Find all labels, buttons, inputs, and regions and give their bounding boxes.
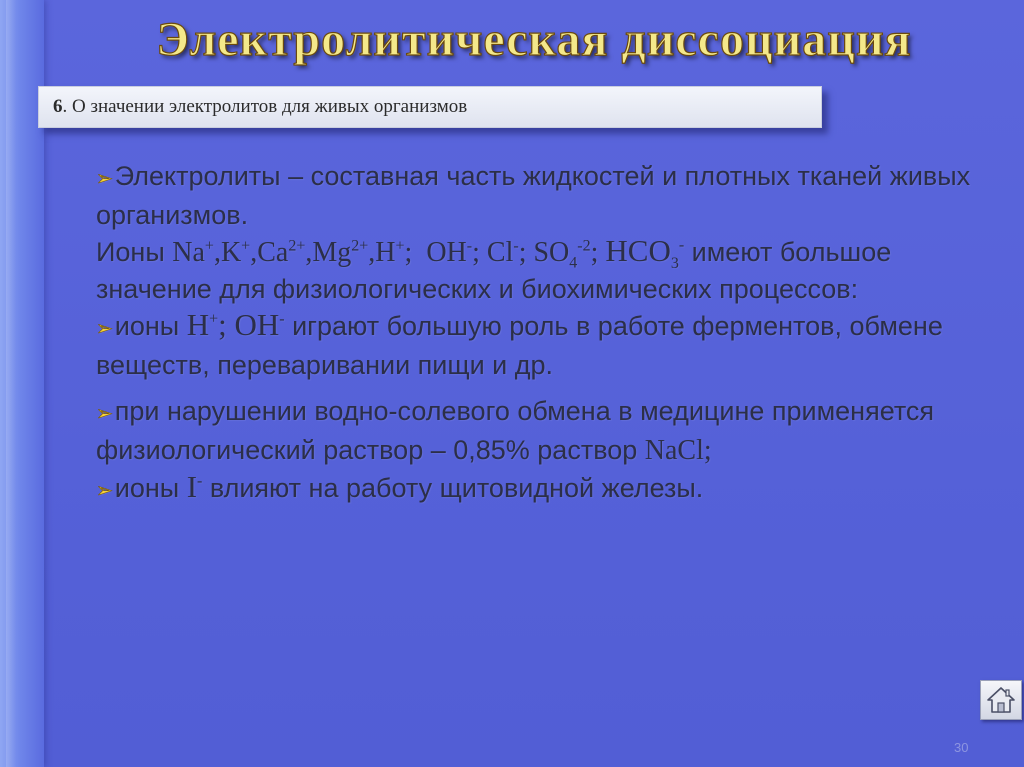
ion-oh: OH- xyxy=(426,237,473,268)
ion-mg: $Mg^{2+}$ xyxy=(312,237,369,268)
bullet-enzymes: ➢ионы H+; OH- играют большую роль в работе ферментов, обмене веществ, переваривании пищи и др. xyxy=(96,307,943,380)
bullet-saline xyxy=(96,393,996,469)
bullet2-nacl: NaCl; xyxy=(644,435,712,466)
ion-na: Na+ xyxy=(172,237,214,268)
bullet1-ion-h: H+ xyxy=(186,307,219,342)
subtitle-text: . О значении электролитов для живых организмов xyxy=(62,96,468,117)
bullet1-ion-oh: OH- xyxy=(234,307,285,342)
home-button[interactable] xyxy=(980,680,1022,720)
home-icon xyxy=(986,686,1016,714)
bullet-thyroid xyxy=(96,469,996,509)
bullet3-ion-i: I- xyxy=(186,469,203,504)
ions-suffix: имеют большое значение для физиологических и биохимических процессов: xyxy=(96,237,892,304)
arrow-bullet-icon: ➢ xyxy=(96,168,113,190)
bullet1-text: играют большую роль в работе ферментов, обмене веществ, переваривании пищи и др. xyxy=(96,311,943,380)
arrow-bullet-icon: ➢ xyxy=(96,318,113,340)
ion-k: K+ xyxy=(220,237,251,268)
paragraph-electrolytes xyxy=(96,158,996,233)
bullet3-prefix: ионы xyxy=(114,473,187,503)
subtitle-number: 6 xyxy=(53,96,63,117)
slide-content xyxy=(96,158,996,509)
slide-title: Электролитическая диссоциация xyxy=(156,13,912,66)
arrow-bullet-icon: ➢ xyxy=(96,403,113,425)
ion-hco3: $HCO_3^-$ xyxy=(605,233,685,273)
ion-so4: $SO_4^{-2}$ xyxy=(533,237,591,272)
ion-ca: $Ca^{2+}$ xyxy=(257,237,306,268)
bullet2-text: при нарушении водно-солевого обмена в медицине применяется физиологический раствор – 0,85% раствор xyxy=(96,396,935,465)
subtitle-bar xyxy=(38,86,822,128)
bullet1-prefix: ионы xyxy=(114,311,187,341)
electrolytes-text: Электролиты – составная часть жидкостей и плотных тканей живых организмов. xyxy=(96,161,971,230)
bullet3-text: влияют на работу щитовидной железы. xyxy=(202,473,704,503)
ions-prefix: Ионы xyxy=(96,237,173,267)
arrow-bullet-icon: ➢ xyxy=(96,480,113,502)
page-number: 30 xyxy=(954,740,969,755)
ion-cl: Cl- xyxy=(486,237,519,268)
ion-h: H+ xyxy=(375,237,405,268)
paragraph-ions: Ионы $Na^+,K^+,Ca^{2+},Mg^{2+},H^+$; OH-; Cl-; $SO_4^{-2}$; $HCO_3^-$ имеют большое значение для физиологических и биохимических процессов: xyxy=(96,233,892,304)
